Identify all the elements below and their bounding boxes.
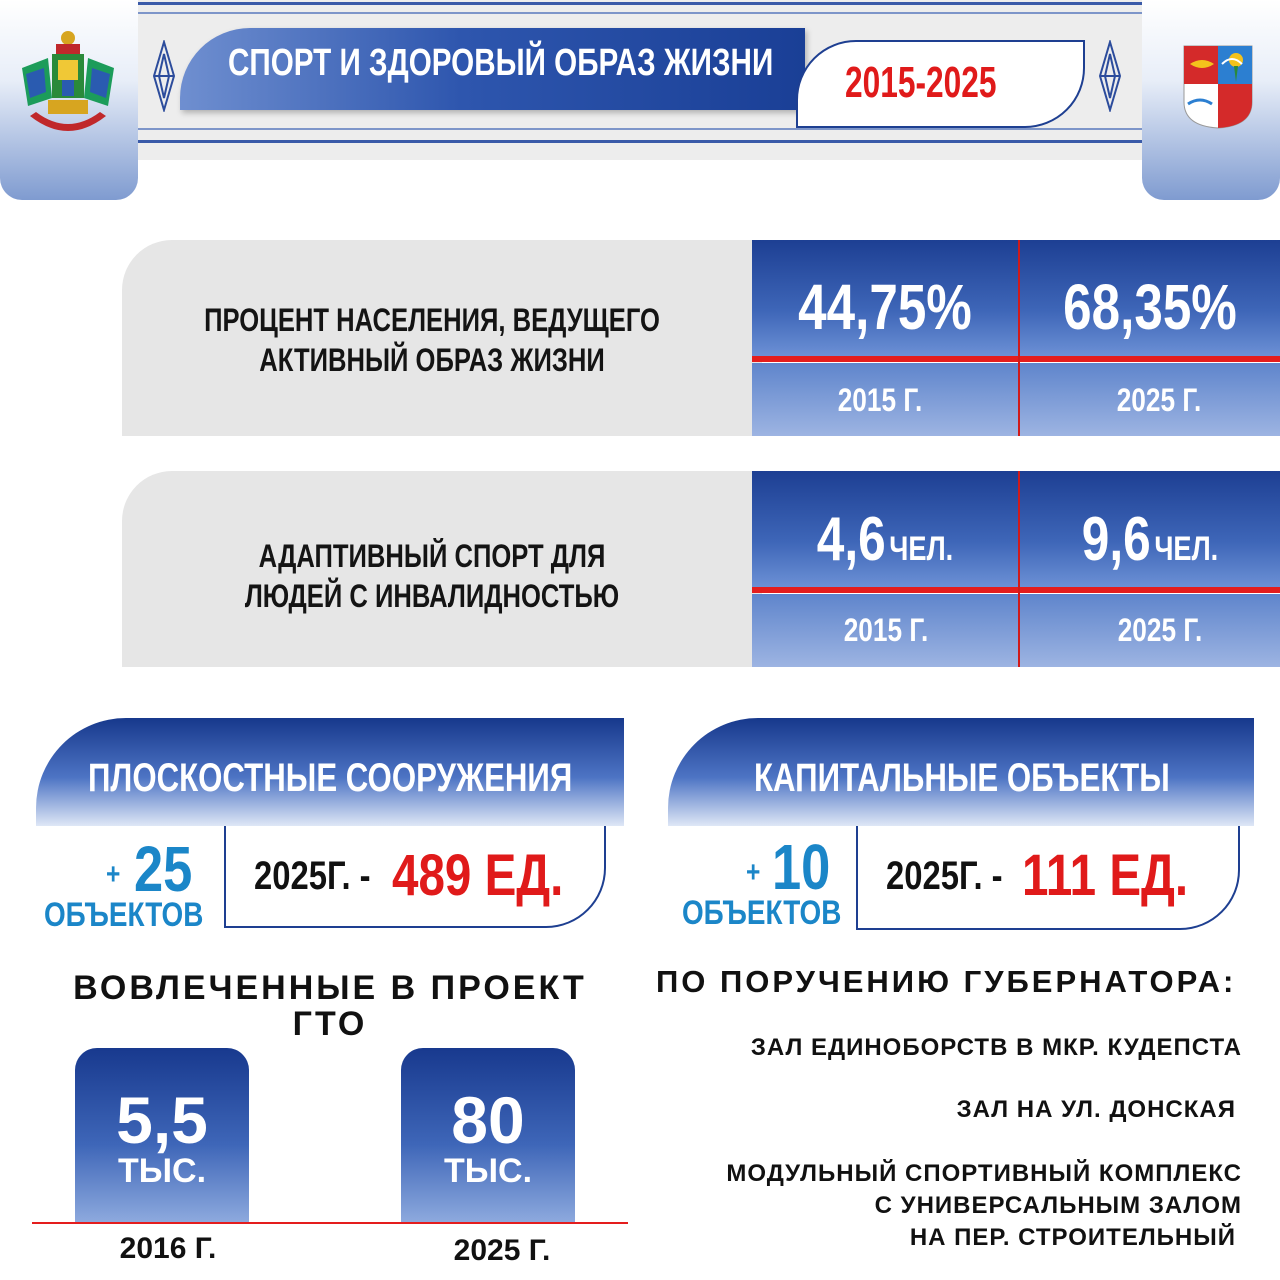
stat-value-2025 [1046, 504, 1254, 575]
gto-title [40, 970, 620, 1042]
gto-title-line: ВОВЛЕЧЕННЫЕ В ПРОЕКТ [73, 969, 587, 1007]
left-emblem-tab [0, 0, 138, 200]
governor-item: ЗАЛ ЕДИНОБОРСТВ В МКР. КУДЕПСТА [750, 1034, 1242, 1061]
stat-label-line: АДАПТИВНЫЙ СПОРТ ДЛЯ [258, 538, 606, 574]
gto-value: 80 [451, 1083, 525, 1157]
facility-year-label: 2025Г. - [254, 854, 371, 898]
facility-title: ПЛОСКОСТНЫЕ СООРУЖЕНИЯ [88, 756, 573, 800]
stat-value-2015 [779, 270, 992, 344]
ornament-icon [1098, 40, 1122, 112]
value-number: 4,6 [816, 505, 886, 574]
governor-item: МОДУЛЬНЫЙ СПОРТИВНЫЙ КОМПЛЕКС [726, 1160, 1242, 1187]
gto-title-line: ГТО [292, 1005, 368, 1043]
value-unit: ЧЕЛ. [1154, 530, 1219, 568]
stat-year-2015: 2015 Г. [837, 382, 923, 418]
gto-unit: ТЫС. [443, 1152, 533, 1190]
value-number: 44,75% [798, 271, 972, 343]
stat-label-line: ПРОЦЕНТ НАСЕЛЕНИЯ, ВЕДУЩЕГО [204, 302, 660, 338]
right-emblem-tab [1142, 0, 1280, 200]
header-line [138, 2, 1142, 5]
governor-item: ЗАЛ НА УЛ. ДОНСКАЯ [956, 1096, 1236, 1123]
red-divider [752, 356, 1280, 362]
plus-sign: + [106, 858, 121, 891]
header-line [138, 140, 1142, 143]
facility-delta: 25 [134, 833, 193, 905]
facility-delta: 10 [772, 831, 831, 903]
stat-value-2025 [1046, 270, 1254, 344]
gto-baseline [32, 1222, 628, 1224]
facility-title: КАПИТАЛЬНЫЕ ОБЪЕКТЫ [754, 756, 1170, 800]
column-divider [1018, 471, 1020, 667]
stat-label [192, 300, 672, 380]
value-number: 9,6 [1081, 505, 1151, 574]
ornament-icon [152, 40, 176, 112]
value-unit: ЧЕЛ. [889, 530, 954, 568]
gto-year: 2025 Г. [453, 1234, 551, 1267]
facility-total: 489 ЕД. [392, 843, 564, 908]
governor-item: НА ПЕР. СТРОИТЕЛЬНЫЙ [909, 1224, 1236, 1251]
stat-year-2015: 2015 Г. [843, 612, 929, 648]
facility-total: 111 ЕД. [1022, 843, 1189, 908]
facility-delta-unit: ОБЪЕКТОВ [682, 894, 842, 932]
governor-item: С УНИВЕРСАЛЬНЫМ ЗАЛОМ [874, 1192, 1242, 1219]
header-line [138, 12, 1142, 14]
gto-value: 5,5 [116, 1083, 208, 1157]
governor-title: ПО ПОРУЧЕНИЮ ГУБЕРНАТОРА: [656, 964, 1237, 999]
stat-year-2025: 2025 Г. [1117, 612, 1203, 648]
stat-value-2015 [779, 504, 992, 575]
gto-year: 2016 Г. [119, 1232, 217, 1265]
sochi-coat-of-arms-icon [1182, 44, 1254, 130]
page-title: СПОРТ И ЗДОРОВЫЙ ОБРАЗ ЖИЗНИ [228, 42, 774, 84]
facility-delta-unit: ОБЪЕКТОВ [44, 896, 204, 934]
red-divider [752, 587, 1280, 593]
column-divider [1018, 240, 1020, 436]
stat-label-line: ЛЮДЕЙ С ИНВАЛИДНОСТЬЮ [244, 578, 620, 614]
stat-label-line: АКТИВНЫЙ ОБРАЗ ЖИЗНИ [259, 342, 605, 378]
years-label: 2015-2025 [845, 58, 997, 107]
gto-unit: ТЫС. [117, 1152, 207, 1190]
krasnodar-coat-of-arms-icon [18, 28, 118, 148]
stat-label [192, 536, 672, 616]
plus-sign: + [746, 856, 761, 889]
header-line [138, 128, 1142, 130]
facility-year-label: 2025Г. - [886, 854, 1003, 898]
value-number: 68,35% [1063, 271, 1237, 343]
stat-year-2025: 2025 Г. [1116, 382, 1202, 418]
